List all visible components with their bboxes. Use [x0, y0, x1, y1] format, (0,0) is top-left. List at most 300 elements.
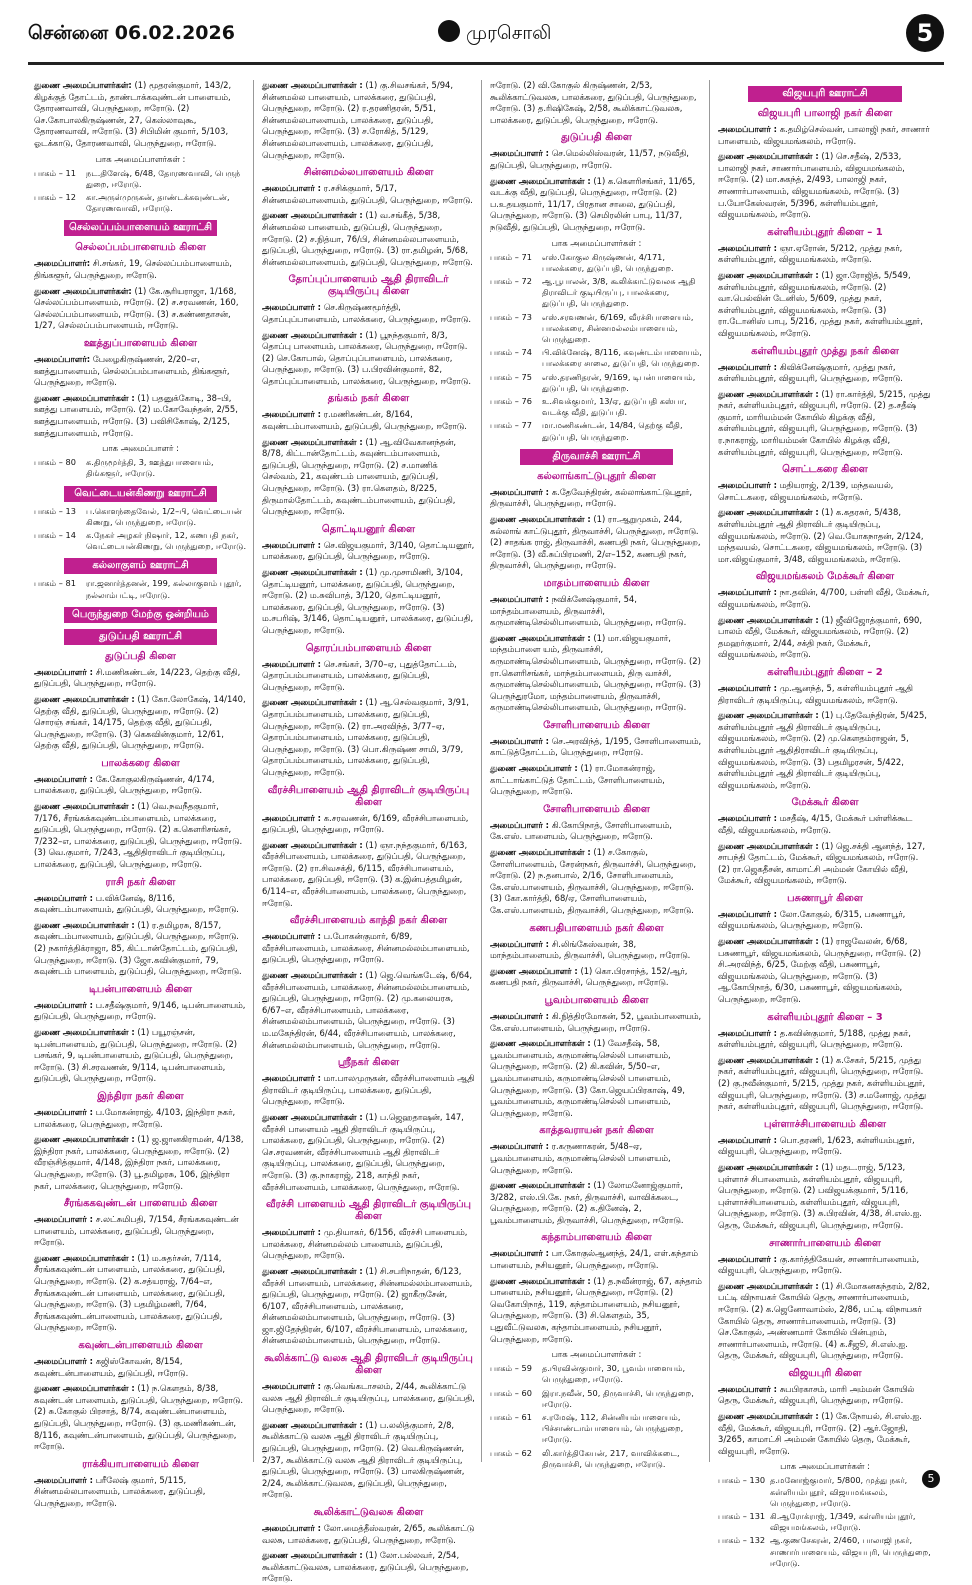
organizer-entry	[718, 362, 932, 385]
organizer-entry	[34, 920, 247, 978]
ward-row	[490, 372, 703, 394]
role-label: துணை அமைப்பாளர்கள் :	[34, 1383, 135, 1394]
ward-organizer: ஆ.பூபாலன், 3/8, கூலிக்காட்டுவலசு ஆதி திராவிடர் குடியிருப்பு, பாலக்கரை, துடுப்பதி, பெருந்துறை.	[542, 275, 696, 309]
organizer-details: (1) மா.விஜயகுமார், மந்தம்பாளை யம், திருவாச்சி, கருமாண்டிசெல்லிபாளையம், பெருந்துறை, ஈரோடு. (2) ரா.கௌரிசங்கர், மாந்தம்பாளையம், திரு வாச்சி, கருமாண்டிசெல்லிபாளையம், பெருந்துறை, ஈரோடு. (3) பெருந்துரமோ, மந்தம்பாளையம், திருவாச்சி, கருமாண்டிசெல்லிபாளையம், பெருந்துறை, ஈரோடு.	[490, 632, 701, 713]
organizer-entry	[490, 847, 703, 917]
organizer-details: (1) பு.தேவேந்திரன், 5/425, கள்ளியம்புதூர் ஆதி திராவிடர் குடியிருப்பு, விஜயமங்கலம், ஈரோடு. (2) மு.கௌதம்ராஜன், 5, கள்ளியம்புதூர் ஆதிதிராவிடர் குடியிருப்பு, விஜயமங்கலம், ஈரோடு. (3) பதமிழரசன், 5/422, கள்ளியம்புதூர் ஆதி திராவிடர் குடியிருப்பு, விஜயமங்கலம், ஈரோடு.	[718, 710, 927, 790]
ward-number: பாகம் – 76	[490, 395, 532, 406]
organizer-details: (1) வேசதீஷ், 58, பூவம்பாளையம், கருமாண்டிசெல்லி பாளையம், பெருந்துறை, ஈரோடு. (2) கி.கவின், 5/50–எ, பூவம்பாளையம், கருமாண்டிசெல்லி பாளையம், பெருந்துறை, ஈரோடு. (3) கோ.ஜெயப்பிரகாஷ், 49, பூவம்பாளையம், கருமாண்டிசெல்லி பாளையம், பெருந்துறை, ஈரோடு.	[490, 1038, 685, 1118]
organizer-details: (1) க.கௌரிசங்கர், 11/65, வடக்கு வீதி, துடுப்பதி, பெருந்துறை, ஈரோடு. (2) ப.உதயகுமார், 11/17, பிரதான சாலை, துடுப்பதி, பெருந்துறை, ஈரோடு. (3) செமிரலின் பாபு, 11/37, நடுவீதி, துடுப்பதி, பெருந்துறை, ஈரோடு.	[490, 175, 696, 232]
organizer-entry	[34, 1134, 247, 1192]
branch-heading: கல்லாங்காட்டுபுதூர் கிளை	[537, 470, 656, 482]
ward-organizer: ப.கொளந்தைவேல், 1/2–பி, வெட்டையன் கிணறு, பெருந்துறை, ஈரோடு.	[86, 505, 242, 527]
role-label: துணை அமைப்பாளர்கள் :	[718, 507, 819, 518]
role-label: அமைப்பாளர் :	[262, 539, 322, 550]
role-label: துணை அமைப்பாளர்கள் :	[718, 388, 819, 399]
organizer-entry	[262, 931, 475, 966]
role-label: அமைப்பாளர் :	[718, 242, 778, 253]
role-label: அமைப்பாளர் :	[262, 658, 322, 669]
role-label: துணை அமைப்பாளர்கள் :	[718, 1411, 819, 1422]
role-label: அமைப்பாளர் :	[718, 587, 778, 598]
ward-row	[718, 1511, 932, 1533]
role-label: அமைப்பாளர் :	[34, 773, 94, 784]
organizer-entry	[34, 801, 247, 871]
organizer-details: (1) க.கதரசுர், 5/438, கள்ளியம்புதூர் ஆதி திராவிடர் குடியிருப்பு, விஜயமங்கலம், ஈரோடு. (2) வெ.யோகநாதன், 2/124, மந்தவயல், சொட்டகரை, விஜயமங்கலம், ஈரோடு. (3) மா.விஜய்குமார், 3/48, விஜயமங்கலம், ஈரோடு.	[718, 507, 924, 564]
organizer-entry	[490, 763, 703, 798]
ward-organizer: எஸ்.தரணிதரன், 9/169, டிபன்பாளையம், துடுப்பதி, பெருந்துறை.	[542, 371, 696, 393]
header-divider	[28, 62, 944, 65]
organizer-details: (1) ச.கோகுல், சோளிபாளையம், சேரன்நகர், திருவாச்சி, பெருந்துறை, ஈரோடு. (2) ந.தனபால், 2/16, சோளிபாளையம், கே.எஸ்.பாளையம், திருவாச்சி, பெருந்துறை, ஈரோடு. (3) கோ.கார்த்தி, 68/ஏ, சோளிபாளையம், கே.எஸ்.பாளையம், திருவாச்சி, பெருந்துறை, ஈரோடு.	[490, 847, 696, 915]
ward-number: பாகம் – 80	[34, 457, 76, 468]
ward-organizer: கி.ஆரோக்ராஜ், 1/349, கள்ளியம்புதூர், விஜயமங்கலம், ஈரோடு.	[770, 1511, 916, 1533]
section-banner: திருவாச்சி ஊராட்சி	[520, 449, 673, 465]
organizer-entry	[262, 697, 475, 778]
ward-organizer: லி.கார்த்திகேயன், 217, வாவிக்கடை, திருவாச்சி, பெருந்துறை, ஈரோடு.	[542, 1447, 680, 1469]
ward-number: பாகம் – 60	[490, 1387, 532, 1398]
ward-list	[490, 1363, 703, 1470]
organizer-entry	[718, 710, 932, 791]
role-label: துணை அமைப்பாளர்கள் :	[490, 632, 591, 643]
branch-heading: ஸ்ரீநகர் கிளை	[337, 1057, 400, 1069]
organizer-entry	[34, 393, 247, 439]
branch-heading: செல்லப்பம்பாளையம் கிளை	[75, 242, 206, 254]
organizer-details: பொ.தரணி, 1/623, கள்ளியம்புதூர், விஜயபுரி, பெருந்துறை, ஈரோடு.	[718, 1134, 915, 1157]
ward-organizer: ரா.ஜனார்த்தனன், 199, கல்லாகுளம் புதூர், நல்லாம்பட்டி, ஈரோடு.	[86, 578, 242, 600]
subsection-label: பாக அமைப்பாளர்கள் :	[551, 237, 642, 248]
branch-heading: சோளிபாளையம் கிளை	[543, 719, 650, 731]
role-label: துணை அமைப்பாளர்கள் :	[262, 329, 363, 340]
ward-row	[490, 347, 703, 369]
organizer-entry	[34, 1253, 247, 1334]
organizer-details: ர.மணிகண்டன், 8/164, கவுண்டம்பாளையம், துடுப்பதி, பெருந்துறை, ஈரோடு.	[262, 409, 467, 432]
branch-heading: சாணார்பாளையம் கிளை	[769, 1237, 881, 1249]
subsection-label: பாக அமைப்பாளர்கள் :	[551, 1349, 642, 1360]
organizer-details: (1) மு.முசாமிணி, 3/104, தொட்டியனூர், பாலக்கரை, துடுப்பதி, பெருந்துறை, ஈரோடு. (2) ம.சுவிபாத், 3/120, தொட்டியனூர், பாலக்கரை, துடுப்பதி, பெருந்துறை, ஈரோடு. (3) ம.சபரிஷ், 3/146, தொட்டியனூர், பாலக்கரை, துடுப்பதி, பெருந்துறை, ஈரோடு.	[262, 567, 474, 635]
role-label: அமைப்பாளர் :	[718, 1027, 778, 1038]
role-label: துணை அமைப்பாளர்கள்:	[34, 285, 132, 296]
role-label: துணை அமைப்பாளர்கள் :	[718, 1161, 819, 1172]
organizer-entry	[262, 210, 475, 268]
organizer-details: செ.அரவிந்த், 1/195, சோளிபாளையம், காட்டுத்தோட்டம், பெருந்துறை, ஈரோடு.	[490, 735, 702, 758]
organizer-details: (1) பதனுக்கோடி, 38–பி, ஊத்து பாளையம், ஈரோடு. (2) ம.கோவேந்தன், 2/55, ஊத்துபாளையம், ஈரோடு. (3) பவிசிகோஷ், 2/125, ஊத்துபாளையம், ஈரோடு.	[34, 392, 238, 438]
organizer-details: (1) த.நவீன்ராஜ், 67, கந்தாம் பாளையம், நசியனூர், பெருந்துறை, ஈரோடு. (2) வெகோபிநாத், 119, கந்தாம்பாளையம், நசியனூர், பெருந்துறை, ஈரோடு. (3) சி.கௌதம், 35, புதுவீட்டுவலசு, கந்தாம்பாளையம், நசியனூர், பெருந்துறை, ஈரோடு.	[490, 1275, 702, 1344]
ward-organizer: பி.விக்னேஷ், 8/116, கவுண்டம்பாளையம், பாலக்கரை சாலை, துடுப்பதி, பெருந்துறை.	[542, 347, 702, 369]
organizer-entry	[34, 1214, 247, 1249]
ward-row	[718, 1535, 932, 1569]
organizer-details: (1) வ.சங்கீத், 5/38, சின்னமல்ல பாளையம், துடுப்பதி, பெருந்துறை, ஈரோடு. (2) ச.நித்யா, 76/பி, சின்னமல்லபாளையம், துடுப்பதி, பெருந்துறை, ஈரோடு. (3) ரா.தமிழன், 5/68, சின்னமல்லபாளையம், துடுப்பதி, பெருந்துறை, ஈரோடு.	[262, 210, 473, 267]
organizer-details: (1) ரா.கார்த்தி, 5/215, முத்து நகர், கள்ளியம்புதூர், விஜயபுரி, ஈரோடு. (2) த.சதீஷ் குமார், மாரியம்மன் கோயில் கிழக்கு வீதி, கள்ளியம்புதூர், விஜயபுரி, பெருந்துறை, ஈரோடு. (3) ர.நாகராஜ், மாரியம்மன் கோயில் கிழக்கு வீதி, கள்ளியம்புதூர், விஜயபுரி, பெருந்துறை, ஈரோடு.	[718, 388, 931, 457]
subsection-label: பாக அமைப்பாளர்கள் :	[780, 1461, 870, 1472]
role-label: துணை அமைப்பாளர்கள் :	[262, 839, 363, 850]
ward-number: பாகம் – 12	[34, 191, 76, 202]
section-banner: விஜயபுரி ஊராட்சி	[748, 86, 902, 102]
organizer-entry	[34, 1383, 247, 1453]
role-label: அமைப்பாளர் :	[34, 1106, 94, 1117]
rising-sun-logo-icon	[438, 20, 460, 42]
ward-row	[490, 1363, 703, 1385]
role-label: அமைப்பாளர் :	[718, 682, 778, 693]
role-label: அமைப்பாளர் :	[490, 735, 550, 746]
newspaper-title: முரசொலி	[466, 22, 552, 44]
organizer-entry	[490, 633, 703, 714]
role-label: அமைப்பாளர் :	[34, 999, 94, 1010]
header-date: சென்னை 06.02.2026	[28, 22, 235, 44]
section-banner: வெட்டையன்கிணறு ஊராட்சி	[64, 486, 217, 502]
ward-organizer: கா.அருள்முருகன், தாண்டக்கவுண்டன், தோரணவாவி, ஈரோடு.	[86, 191, 230, 214]
organizer-details: கு.வெங்கடாசலம், 2/44, கூலிக்காட்டு வலசு ஆதி திராவிடர் குடியிருப்பு, பாலக்கரை, துடுப்பதி, பெருந்துறை, ஈரோடு.	[262, 1381, 475, 1415]
role-label: துணை அமைப்பாளர்கள் :	[490, 1180, 591, 1191]
organizer-details: ஞா.ஏரோன், 5/212, முத்து நகர், கள்ளியம்புதூர், விஜயமங்கலம், ஈரோடு.	[718, 242, 903, 265]
role-label: அமைப்பாளர் :	[34, 666, 94, 677]
organizer-entry	[490, 736, 703, 759]
ward-organizer: த.பிரவின்குமார், 30, பூவம்பாளையம், பெருந்துறை, ஈரோடு.	[542, 1363, 686, 1385]
ward-number: பாகம் – 72	[490, 275, 532, 286]
ward-row	[490, 1448, 703, 1470]
role-label: அமைப்பாளர்:	[34, 258, 91, 269]
organizer-entry	[490, 939, 703, 962]
branch-heading: சீரங்ககவுண்டன் பாளையம் கிளை	[63, 1198, 218, 1210]
branch-heading: கூலிக்காட்டுவலசு கிளை	[313, 1507, 424, 1518]
organizer-entry	[718, 1028, 932, 1051]
organizer-entry	[718, 936, 932, 1006]
organizer-entry	[262, 80, 475, 161]
role-label: அமைப்பாளர் :	[490, 938, 550, 949]
column-1	[34, 80, 254, 1508]
organizer-entry	[262, 540, 475, 563]
role-label: துணை அமைப்பாளர்கள் :	[262, 1111, 363, 1122]
organizer-details: ச.லட்சுமிபதி, 7/154, சீரங்ககவுண்டன் பாளையம், பாலக்கரை, துடுப்பதி, பெருந்துறை, ஈரோடு.	[34, 1214, 239, 1248]
organizer-details: லோ.மைத்தீஸ்வரன், 2/65, கூலிக்காட்டு வலசு, பாலக்கரை, துடுப்பதி, பெருந்துறை, ஈரோடு.	[262, 1523, 475, 1545]
section-banner: செல்லப்பம்பாளையம் ஊராட்சி	[64, 220, 217, 236]
organizer-details: மு.ஆனந்த், 5, கள்ளியம்புதூர் ஆதி திராவிடர் குடியிருப்பு, விஜயமங்கலம், ஈரோடு.	[718, 682, 913, 705]
branch-heading: கள்ளியம்புதூர் முத்து நகர் கிளை	[751, 345, 899, 357]
organizer-details: (1) ஜெ.வெங்கடேஷ், 6/64, வீரச்சிபாளையம், பாலக்கரை, சின்னமல்லம்பாளையம், துடுப்பதி, பெருந்துறை, ஈரோடு. (2) மு.கலையரசு, 6/67–எ, வீரச்சிபாளையம், பாலக்கரை, சின்னமல்லம்பாளையம், பெருந்துறை, ஈரோடு. (3) ம.மகேந்திரன், 6/44, வீரச்சிபாளையம், பாலக்கரை, சின்னமல்லம்பாளையம், பெருந்துறை, ஈரோடு.	[262, 970, 473, 1050]
role-label: அமைப்பாளர் :	[262, 931, 322, 942]
organizer-entry	[262, 659, 475, 694]
ward-organizer: க.நேகர் அழகர் நிஷார், 12, கணபதி நகர், வெட்டையன்கிணறு, பெருந்துறை, ஈரோடு.	[86, 529, 247, 552]
organizer-details: ர.கருணாகரன், 5/48–ஏ, பூவம்பாளையம், கருமாண்டிசெல்லி பாளையம், பெருந்துறை, ஈரோடு.	[490, 1141, 671, 1175]
ward-organizer: ஆ.குணசேகரன், 2/460, பாலாஜி நகர், சாணார்பாளையம், விஜயபுரி, பெருந்துறை, ஈரோடு.	[770, 1535, 931, 1568]
branch-heading: தொரப்பம்பாளையம் கிளை	[305, 642, 432, 654]
branch-heading: ராசி நகர் கிளை	[105, 876, 176, 888]
organizer-details: (1) ரா.ஆறுமுகம், 244, கல்லாங் காட்டுபுதூர், திருவாச்சி, பெருந்துறை, ஈரோடு. (2) சாதங்க ராஜ், திருவாச்சி, கணபதி நகர், பெருந்துறை, ஈரோடு. (3) வீ.சுப்பிரமணி, 2/எ–152, கணபதி நகர், திருவாச்சி, பெருந்துறை, ஈரோடு.	[490, 513, 701, 571]
role-label: துணை அமைப்பாளர்கள் :	[34, 1252, 135, 1263]
role-label: துணை அமைப்பாளர்கள் :	[718, 269, 819, 280]
role-label: துணை அமைப்பாளர்கள் :	[262, 210, 363, 221]
ward-list	[34, 578, 247, 600]
organizer-details: கு.கார்த்திகேயன், சாணார்பாளையம், விஜயபுரி, பெருந்துறை, ஈரோடு.	[718, 1253, 920, 1276]
organizer-entry	[490, 594, 703, 629]
organizer-entry	[718, 1411, 932, 1457]
ward-list	[34, 168, 247, 215]
organizer-details: பா.கோகுல்ஆனந்த், 24/1, எள்.கந்தாம் பாளையம், நசியனூர், பெருந்துறை, ஈரோடு.	[490, 1248, 699, 1271]
organizer-details: ப.மோகன்ராஜ், 4/103, இந்திரா நகர், பாலக்கரை, பெருந்துறை, ஈரோடு.	[34, 1106, 236, 1129]
organizer-details: (1) ப.லலித்குமார், 2/8, கூலிக்காட்டு வலசு ஆதி திராவிடர் குடியிருப்பு, துடுப்பதி, பெருந்துறை, ஈரோடு. (2) வெ.கிருஷ்ணன், 2/37, கூலிக்காட்டு வலசு ஆதி திராவிடர் குடியிருப்பு, துடுப்பதி, பெருந்துறை, ஈரோடு. (3) பாலகிருஷ்ணன், 2/24, கூலிக்காட்டுவலசு, துடுப்பதி, பெருந்துறை, ஈரோடு.	[262, 1419, 465, 1500]
section-banner: துடுப்பதி ஊராட்சி	[64, 629, 217, 645]
role-label: துணை அமைப்பாளர்கள் :	[262, 1265, 363, 1276]
organizer-entry	[262, 302, 475, 325]
organizer-entry	[490, 176, 703, 234]
role-label: துணை அமைப்பாளர்கள் :	[490, 1038, 591, 1049]
organizer-details: சுபபிரகாசம், மாரி அம்மன் கோயில் தெரு, மேக்கூர், விஜயபுரி, பெருந்துறை, ஈரோடு.	[718, 1383, 915, 1406]
branch-heading: கள்ளியம்புதூர் கிளை – 3	[767, 1011, 883, 1023]
ward-organizer: நட.திளேஷ், 6/48, தோரணவாவி, பெருந் துறை, ஈரோடு.	[86, 167, 241, 189]
branch-heading: விஜயபுரி கிளை	[788, 1367, 862, 1379]
organizer-entry	[718, 683, 932, 706]
ward-organizer: ச.ரமேஷ், 112, சின்னியம்பாளையம், பிச்சாண்டாம்பாளையம், பெருந்துறை, ஈரோடு.	[542, 1412, 684, 1445]
branch-heading: பாலக்கரை கிளை	[101, 757, 180, 769]
organizer-details: நா.தவின், 4/700, பள்ளி வீதி, மேக்கூர், விஜயமங்கலம், ஈரோடு.	[718, 587, 930, 609]
ward-list	[718, 1475, 932, 1569]
organizer-entry	[262, 437, 475, 518]
organizer-entry	[490, 820, 703, 843]
ward-row	[490, 276, 703, 310]
ward-number: பாகம் – 75	[490, 371, 532, 382]
branch-heading: விஜயமங்கலம் மேக்கூர் கிளை	[755, 571, 895, 583]
organizer-details: (1) ஜீவிஜோத்குமார், 690, பாலம் வீதி, மேக்கூர், விஜயமங்கலம், ஈரோடு. (2) தமஹர்குமார், 2/44, சக்தி நகர், மேக்கூர், விஜயமங்கலம், ஈரோடு.	[718, 614, 923, 660]
column-3	[490, 80, 710, 1469]
role-label: துணை அமைப்பாளர்கள் :	[718, 840, 819, 851]
role-label: துணை அமைப்பாளர்கள் :	[490, 175, 591, 186]
organizer-details: (1) சி.சபரிநாதன், 6/123, வீரச்சி பாளையம், பாலக்கரை, சின்னமல்லம்பாளையம், துடுப்பதி, பெருந்துறை, ஈரோடு. (2) ஜாகீருசேன், 6/107, வீரச்சிபாளையம், பாலக்கரை, சின்னமல்லம்பாளையம், பெருந்துறை, ஈரோடு. (3) ஜா.ஜிதேந்திரன், 6/107, வீரச்சிபாளையம், பாலக்கரை, சின்னமல்லம்பாளையம், பெருந்துறை, ஈரோடு.	[262, 1265, 473, 1346]
role-label: அமைப்பாளர் :	[718, 480, 778, 491]
role-label: துணை அமைப்பாளர்கள் :	[490, 513, 591, 524]
organizer-details: ப.போகன்குமார், 6/89, வீரச்சிபாளையம், பாலக்கரை, சின்னமல்லம்பாளையம், துடுப்பதி, பெருந்துறை, ஈரோடு.	[262, 931, 470, 965]
branch-heading: துடுப்பதி கிளை	[105, 650, 176, 662]
organizer-details: லோ.கோகுல், 6/315, பசுணாபூர், விஜயமங்கலம், பெருந்துறை, ஈரோடு.	[718, 908, 906, 931]
organizer-details: க.சரவணன், 6/169, வீரச்சிபாளையம், துடுப்பதி, பெருந்துறை, ஈரோடு.	[262, 812, 469, 835]
organizer-entry	[490, 1276, 703, 1346]
ward-row	[34, 168, 247, 190]
role-label: துணை அமைப்பாளர்கள் :	[262, 436, 363, 447]
organizer-details: (1) கொ.பிரசாந்த், 152/ஆர், கணபதி நகர், திருவாச்சி, பெருந்துறை, ஈரோடு.	[490, 965, 688, 988]
organizer-details: (1) வெ.நவநீதகுமார், 7/176, சீரங்கக்கவுண்டம்பாளையம், பாலக்கரை, துடுப்பதி, பெருந்துறை, ஈரோடு. (2) க.கௌரிசங்கர், 7/232–எ, பாலக்கரை, துடுப்பதி, பெருந்துறை, ஈரோடு. (3) வெ.குமார், 7/243, ஆதிதிராவிடர் குடியிருப்பு, பாலக்கரை, துடுப்பதி, பெருந்துறை, ஈரோடு.	[34, 801, 243, 870]
organizer-entry	[262, 1112, 475, 1193]
role-label: துணை அமைப்பாளர்கள் :	[718, 151, 819, 162]
organizer-entry	[34, 667, 247, 690]
ward-number: பாகம் – 130	[718, 1475, 766, 1486]
organizer-details: கிவிக்னேஷ்குமார், முத்து நகர், கள்ளியம்புதூர், விஜயபுரி, பெருந்துறை, ஈரோடு.	[718, 361, 903, 384]
role-label: அமைப்பாளர்:	[34, 353, 91, 364]
ward-number: பாகம் – 77	[490, 420, 532, 431]
branch-heading: புள்ளாச்சிபாளையம் கிளை	[763, 1118, 887, 1130]
role-label: துணை அமைப்பாளர்கள் :	[262, 80, 363, 90]
ward-row	[34, 506, 247, 528]
organizer-entry	[262, 1381, 475, 1416]
organizer-entry	[34, 1475, 247, 1510]
role-label: அமைப்பாளர் :	[34, 1214, 94, 1225]
branch-heading: சோளிபாளையம் கிளை	[543, 803, 650, 815]
branch-heading: வீரச்சிபாளையம் காந்தி நகர் கிளை	[289, 915, 448, 927]
organizer-entry	[718, 1384, 932, 1407]
organizer-entry	[490, 1038, 703, 1119]
organizer-details: (1) க.சேகர், 5/215, முத்து நகர், கள்ளியம்புதூர், விஜயபுரி, பெருந்துறை, ஈரோடு. (2) கு.நவீன்குமார், 5/215, முத்து நகர், கள்ளியம்புதூர், விஜயபுரி, பெருந்துறை, ஈரோடு. (3) ச.மனோஜ், முத்து நகர், கள்ளியம்புதூர், விஜயபுரி, பெருந்துறை, ஈரோடு.	[718, 1054, 927, 1112]
organizer-entry	[718, 1281, 932, 1362]
organizer-entry	[262, 183, 475, 206]
ward-row	[490, 1388, 703, 1410]
organizer-entry	[262, 1420, 475, 1501]
role-label: அமைப்பாளர் :	[718, 1253, 778, 1264]
ward-number: பாகம் – 74	[490, 347, 532, 358]
ward-row	[490, 252, 703, 274]
organizer-entry	[34, 1356, 247, 1379]
organizer-entry	[262, 409, 475, 432]
role-label: துணை அமைப்பாளர்கள் :	[34, 919, 135, 930]
column-4	[718, 80, 938, 1568]
role-label: துணை அமைப்பாளர்கள் :	[718, 1280, 819, 1291]
organizer-details: செ.மெல்லிஸ்வரன், 11/57, நடுவீதி, துடுப்பதி, பெருந்துறை, ஈரோடு.	[490, 148, 689, 170]
branch-heading: கள்ளியம்புதூர் கிளை – 1	[767, 226, 883, 238]
organizer-entry	[718, 1162, 932, 1232]
organizer-entry	[262, 1523, 475, 1546]
branch-heading: மாதம்பாளையம் கிளை	[543, 577, 650, 589]
branch-heading: தங்கம் நகர் கிளை	[327, 393, 410, 405]
ward-number: பாகம் – 61	[490, 1412, 532, 1423]
organizer-entry	[262, 1227, 475, 1262]
branch-heading: வீரச்சிபாளையம் ஆதி திராவிடர் குடியிருப்பு கிளை	[267, 784, 470, 808]
organizer-details: (1) ப.ஜெஹதாஷன், 147, வீரச்சி பாளையம் ஆதி திராவிடர் குடியிருப்பு, பாலக்கரை, துடுப்பதி, பெருந்துறை, ஈரோடு. (2) செ.சரவணன், வீரச்சிபாளையம் ஆதி திராவிடர் குடியிருப்பு, பாலக்கரை, துடுப்பதி, பெருந்துறை, ஈரோடு. (3) கு.நாகராஜ், 218, காந்தி நகர், வீரச்சிபாளையம், பாலக்கரை, பெருந்துறை, ஈரோடு.	[262, 1111, 464, 1192]
branch-heading: டிபன்பாளையம் கிளை	[88, 983, 193, 995]
organizer-details: ப.விக்னேஷ், 8/116, கவுண்டம்பாளையம், துடுப்பதி, பெருந்துறை, ஈரோடு.	[34, 892, 239, 915]
role-label: துணை அமைப்பாளர்கள் :	[718, 710, 819, 721]
ward-row	[34, 530, 247, 552]
subsection-label: பாக அமைப்பாளர்கள் :	[95, 153, 186, 164]
organizer-details: மதியராஜ், 2/139, மந்தவயல், சொட்டகரை, விஜயமங்கலம், ஈரோடு.	[718, 480, 894, 502]
organizer-details: செ.சங்கர், 3/70–ஏ, புதுத்தோட்டம், தொரப்பம்பாளையம், பாலக்கரை, துடுப்பதி, பெருந்துறை, ஈரோடு.	[262, 658, 457, 692]
organizer-entry	[262, 567, 475, 637]
organizer-details: (1) ர.தமிழரசு, 8/157, கவுண்டம்பாளையம், துடுப்பதி, பெருந்துறை, ஈரோடு. (2) நகார்த்திக்ராஜா, 85, கிட்டான்தோட்டம், துடுப்பதி, பெருந்துறை, ஈரோடு. (3) ஜோ.கவின்குமார், 79, கவுண்டம் பாளையம், துடுப்பதி, பெருந்துறை, ஈரோடு.	[34, 919, 242, 977]
ward-row	[490, 420, 703, 442]
organizer-details: (1) செ.சதீஷ், 2/533, பாலாஜி நகர், சாணார்பாளையம், விஜயமங்கலம், ஈரோடு. (2) மா.சுகந்த், 2/493, பாலாஜி நகர், சாணார்பாளையம், விஜயமங்கலம், ஈரோடு. (3) ப.யோகேஸ்வரன், 5/396, கள்ளியம்புதூர், விஜயமங்கலம், ஈரோடு.	[718, 151, 905, 220]
organizer-details: ப.சதீஷ்குமார், 9/146, டிபன்பாளையம், துடுப்பதி, பெருந்துறை, ஈரோடு.	[34, 999, 246, 1022]
branch-heading: கந்தாம்பாளையம் கிளை	[541, 1232, 652, 1244]
branch-heading: காத்தவராயன் நகர் கிளை	[539, 1125, 654, 1137]
branch-heading: தொட்டியனூர் கிளை	[321, 523, 416, 535]
organizer-entry	[718, 841, 932, 887]
ward-row	[490, 396, 703, 418]
role-label: துணை அமைப்பாளர்கள் :	[262, 697, 363, 708]
branch-heading: கூலிக்காட்டு வலசு ஆதி திராவிடர் குடியிருப்பு கிளை	[264, 1353, 473, 1377]
role-label: அமைப்பாளர் :	[490, 1248, 550, 1259]
ward-organizer: உ.சிவக்குமார், 13/ஏ, துடுப்பதி கஸ்பா, வடக்கு வீதி, துடுப்பதி.	[542, 395, 687, 418]
organizer-entry	[718, 124, 932, 147]
organizer-details: (1) ராஜவேலன், 6/68, பசுணாபூர், விஜயமங்கலம், பெருந்துறை, ஈரோடு. (2) சி.அரவிந்த், 6/25, மேற்கு வீதி, பசுணாபூர், விஜயமங்கலம், பெருந்துறை, ஈரோடு. (3) ஆ.கோபிநாத், 6/30, பசுணாபூர், விஜயமங்கலம், பெருந்துறை, ஈரோடு.	[718, 936, 921, 1005]
role-label: துணை அமைப்பாளர்கள் :	[262, 1419, 363, 1430]
section-banner: பெருந்துறை மேற்கு ஒன்றியம்	[64, 607, 217, 623]
ward-list	[490, 252, 703, 443]
organizer-entry	[718, 813, 932, 836]
role-label: அமைப்பாளர் :	[34, 892, 94, 903]
organizer-details: கி.கோபிநாத், சோளிபாளையம், கே.எஸ். பாளையம், பெருந்துறை, ஈரோடு.	[490, 819, 672, 842]
ward-number: பாகம் – 11	[34, 167, 76, 178]
masthead	[0, 0, 972, 66]
ward-number: பாகம் – 14	[34, 529, 76, 540]
ward-organizer: எஸ்.கோகுல கிருஷ்ணன், 4/171, பாலக்கரை, துடுப்பதி, பெருந்துறை.	[542, 251, 674, 273]
organizer-details: ர.சசிக்குமார், 5/17, சின்னமல்லபாளையம், துடுப்பதி, பெருந்துறை, ஈரோடு.	[262, 183, 473, 205]
organizer-details: பரீலேஷ் குமார், 5/115, சின்னமல்லபாளையம், பாலக்கரை, துடுப்பதி, பெருந்துறை, ஈரோடு.	[34, 1474, 206, 1508]
role-label: துணை அமைப்பாளர்கள் :	[262, 970, 363, 981]
organizer-entry	[262, 1550, 475, 1585]
role-label: அமைப்பாளர் :	[262, 1381, 322, 1392]
organizer-details: க.தமிழ்செல்வன், பாலாஜி நகர், சாணார் பாளையம், விஜயமங்கலம், ஈரோடு.	[718, 124, 930, 146]
organizer-entry	[718, 270, 932, 340]
role-label: அமைப்பாளர் :	[34, 1474, 94, 1485]
organizer-entry	[718, 151, 932, 221]
branch-heading: கணபதிபாளையம் நகர் கிளை	[529, 922, 664, 934]
branch-heading: வீரச்சி பாளையம் ஆதி திராவிடர் குடியிருப்பு கிளை	[266, 1199, 471, 1223]
organizer-entry	[490, 1248, 703, 1271]
organizer-entry	[34, 1107, 247, 1130]
organizer-entry	[490, 514, 703, 572]
ward-number: பாகம் – 73	[490, 311, 532, 322]
page-number-badge: 5	[906, 14, 944, 52]
organizer-entry	[34, 286, 247, 332]
role-label: அமைப்பாளர் :	[490, 148, 550, 159]
organizer-entry	[718, 1254, 932, 1277]
ward-number: பாகம் – 132	[718, 1535, 766, 1546]
organizer-entry	[262, 330, 475, 388]
organizer-entry	[34, 774, 247, 797]
role-label: துணை அமைப்பாளர்கள் :	[262, 567, 363, 577]
organizer-details: சி.மணிகண்டன், 14/223, தெற்கு வீதி, துடுப்பதி, பெருந்துறை, ஈரோடு.	[34, 666, 241, 689]
organizer-entry	[34, 80, 247, 150]
organizer-details: மா.பாலமுருகன், வீரச்சிபாளையம் ஆதி திராவிடர் குடியிருப்பு, பாலக்கரை, துடுப்பதி, பெருந்துறை, ஈரோடு.	[262, 1073, 475, 1107]
role-label: துணை அமைப்பாளர் :	[490, 763, 578, 774]
role-label: அமைப்பாளர் :	[34, 1356, 94, 1367]
ward-list	[34, 506, 247, 553]
subsection-label: பாக அமைப்பாளர் :	[102, 443, 179, 454]
organizer-entry	[34, 354, 247, 389]
organizer-details: செ.கிருஷ்ணமூர்த்தி, தொப்புப்பாளையம், பாலக்கரை, பெருந்துறை, ஈரோடு.	[262, 302, 472, 324]
ward-number: பாகம் – 59	[490, 1363, 532, 1374]
ward-organizer: க.திருமூர்த்தி, 3, ஊத்துபாளையம், திங்களூர், ஈரோடு.	[86, 457, 214, 479]
ward-organizer: எஸ்.சரவணன், 6/169, வீரச்சிபாளையம், பாலக்கரை, சின்னமல்லம்பாளையம், பெருந்துறை.	[542, 311, 694, 344]
organizer-details: பேழைகிருஷ்ணன், 2/20–எ, ஊத்துபாளையம், செல்லப்பம்பாளையம், திங்களூர், பெருந்துறை, ஈரோடு.	[34, 353, 230, 388]
organizer-entry	[34, 1027, 247, 1085]
organizer-details: (1) ம.சுதர்சன், 7/114, சீரங்ககவுண்டன் பாளையம், பாலக்கரை, துடுப்பதி, பெருந்துறை, ஈரோடு. (2) க.சத்யராஜ், 7/64–எ, சீரங்ககவுண்டன் பாளையம், பாலக்கரை, துடுப்பதி, பெருந்துறை, ஈரோடு. (3) பதமிழ்மணி, 7/64, சீரங்ககவுண்டன்பாளையம், பாலக்கரை, துடுப்பதி, பெருந்துறை, ஈரோடு.	[34, 1252, 226, 1333]
role-label: அமைப்பாளர் :	[262, 1227, 322, 1238]
role-label: அமைப்பாளர் :	[490, 819, 550, 830]
organizer-entry	[490, 487, 703, 510]
organizer-entry	[490, 148, 703, 171]
organizer-details: மசதீஷ், 4/15, மேக்கூர் பள்ளிக்கூட வீதி, விஜயமங்கலம், ஈரோடு.	[718, 813, 913, 835]
organizer-entry	[262, 1266, 475, 1347]
organizer-details: செ.விஜயகுமார், 3/140, தொட்டியனூர், பாலக்கரை, துடுப்பதி, பெருந்துறை, ஈரோடு.	[262, 539, 475, 562]
ward-number: பாகம் – 13	[34, 505, 76, 516]
organizer-details: (1) ரா.மோகன்ராஜ், காட்டாங்காட்டுத் தோட்டம், சோளிபாளையம், பெருந்துறை, ஈரோடு.	[490, 763, 665, 797]
role-label: துணை அமைப்பாளர்கள் :	[34, 392, 135, 403]
role-label: அமைப்பாளர் :	[718, 813, 778, 824]
role-label: அமைப்பாளர் :	[262, 183, 322, 194]
organizer-entry	[718, 615, 932, 661]
role-label: துணை அமைப்பாளர்கள் :	[34, 1134, 135, 1145]
role-label: அமைப்பாளர் :	[262, 1523, 322, 1533]
organizer-entry	[490, 966, 703, 989]
role-label: அமைப்பாளர் :	[262, 812, 322, 823]
organizer-details: (1) ஜ.ஜானகிராமன், 4/138, இந்திரா நகர், பாலக்கரை, பெருந்துறை, ஈரோடு. (2) வீரஞ்சித்குமார், 4/148, இந்திரா நகர், பாலக்கரை, பெருந்துறை, ஈரோடு. (3) பூ.தமிழரசு, 106, இந்திரா நகர், பாலக்கரை, பெருந்துறை, ஈரோடு.	[34, 1134, 244, 1191]
branch-heading: சொட்டகரை கிளை	[782, 464, 868, 476]
organizer-details: சி.லிங்கேஸ்வரன், 38, மாந்தம்பாளையம், திருவாச்சி, பெருந்துறை, ஈரோடு.	[490, 938, 691, 961]
organizer-details: (1) ந.கௌதம், 8/38, கவுண்டன் பாளையம், துடுப்பதி, பெருந்துறை, ஈரோடு. (2) சு.கோகுல் பிரசாத், 8/74, கவுண்டன்பாளையம், துடுப்பதி, பெருந்துறை, ஈரோடு. (3) கு.மணிகண்டன், 8/116, கவுண்டன்பாளையம், துடுப்பதி, பெருந்துறை, ஈரோடு.	[34, 1383, 243, 1452]
role-label: துணை அமைப்பாளர்கள் :	[34, 1026, 135, 1037]
role-label: துணை அமைப்பாளர் :	[490, 965, 578, 976]
role-label: அமைப்பாளர் :	[490, 1141, 550, 1152]
branch-heading: தோப்புப்பாளையம் ஆதி திராவிடர் குடியிருப்பு கிளை	[288, 274, 449, 298]
organizer-details: (1) மூதரன்குமார், 143/2, கிழக்குத் தோட்டம், தாண்டாக்கவுண்டன் பாளையம், தோரணவாவி, பெருந்துறை, ஈரோடு. (2) செ.கோபாலகிருஷ்ணன், 27, கெஸ்லாவுகூ, தோரணவாவி, ஈரோடு. (3) சிபிமின் குமார், 5/103, ஓடக்காடு, தோரணவாவி, பெருந்துறை, ஈரோடு.	[34, 80, 232, 148]
organizer-details: (1) ஜா.ரோஜித், 5/549, கள்ளியம்புதூர், விஜயமங்கலம், ஈரோடு. (2) வா.பெல்வின் டேனிஸ், 5/609, முத்து நகர், கள்ளியம்புதூர், விஜயமங்கலம், ஈரோடு. (3) ரா.டோனிஸ் பாபு, 5/216, முத்து நகர், கள்ளியம்புதூர், விஜயமங்கலம், ஈரோடு.	[718, 269, 923, 338]
organizer-details: (1) லோ.பல்லவர், 2/54, கூலிக்காட்டுவலசு, பாலக்கரை, துடுப்பதி, பெருந்துறை, ஈரோடு.	[262, 1550, 469, 1584]
organizer-entry	[34, 893, 247, 916]
